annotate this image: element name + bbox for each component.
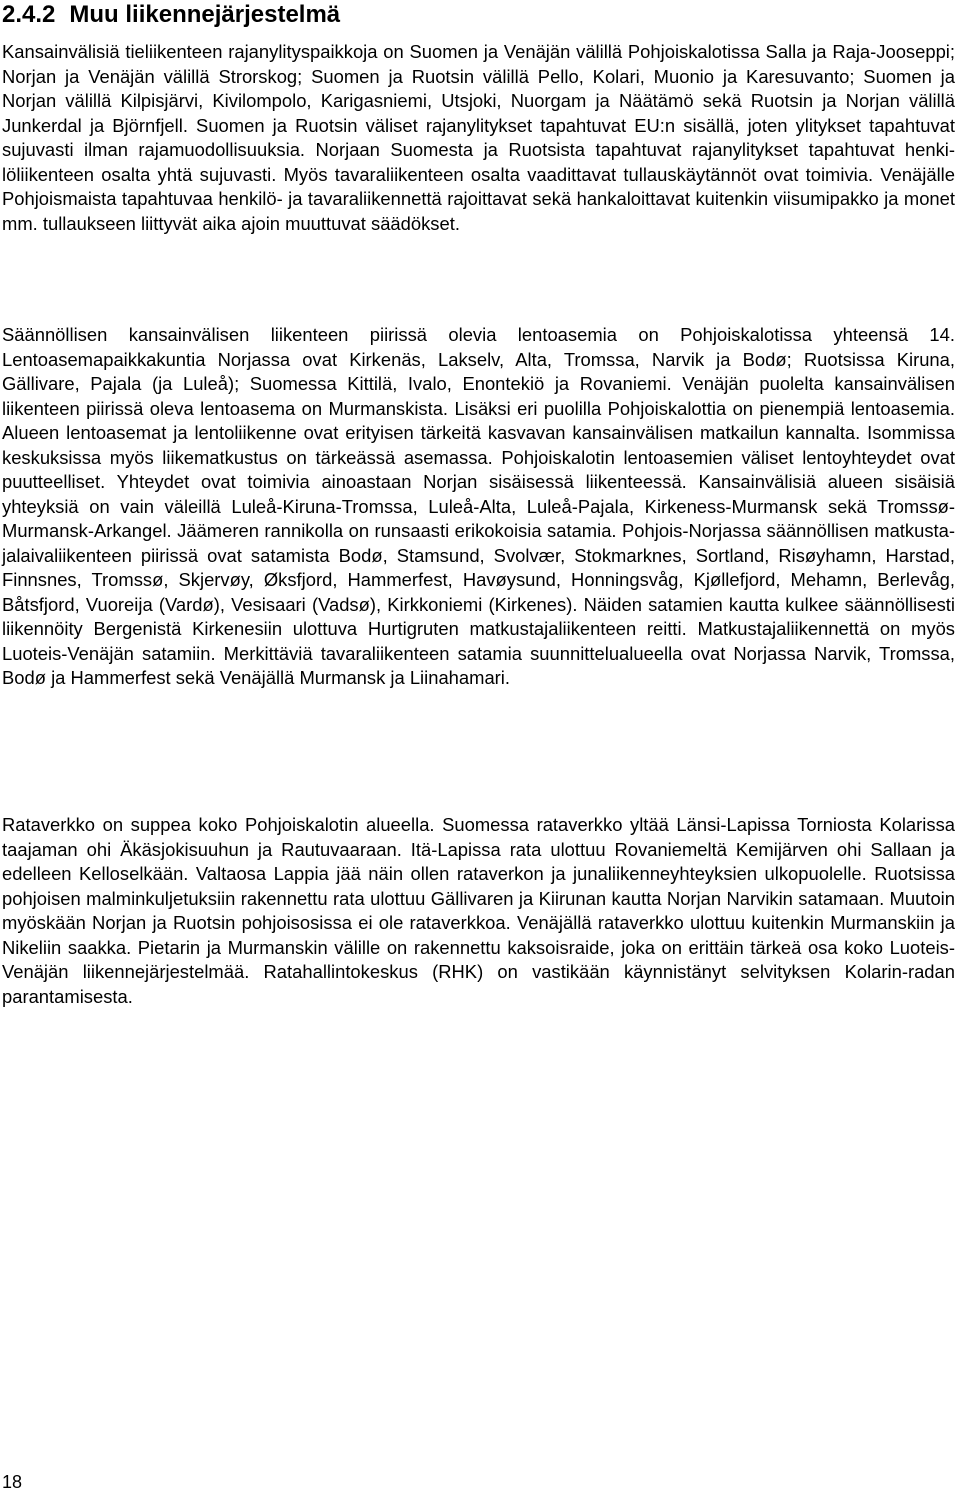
page-number: 18: [2, 1472, 23, 1492]
paragraph-airports-and-ports: Säännöllisen kansainvälisen liikenteen piirissä olevia lentoasemia on Pohjoiskalotissa yhteensä 14. Lentoasemapaikkakuntia Norjassa ovat Kirkenäs, Lakselv, Alta, Tromssa, Narvik ja Bodø; Ruotsissa Kiruna, Gällivare, Pajala (ja Luleå); Suomessa Kittilä, Ivalo, Enontekiö ja Rovaniemi. Venäjän puolelta kansainvälisen liikenteen piirissä oleva lentoasema on Murmanskista. Lisäksi eri puolilla Pohjoiskalottia on pienempiä lentoasemia. Alueen lentoasemat ja lentoliikenne ovat erityisen tärkeitä kasvavan kansainvälisen matkailun kannalta. Isommissa keskuksissa myös liikematkustus on tärkeässä asemassa. Pohjoiskalotin lentoasemien väliset lentoyhteydet ovat puutteelliset. Yhteydet ovat toimivia ainoastaan Norjan sisäisessä liikenteessä. Kansainvälisiä alueen sisäisiä yhteyksiä on vain väleillä Luleå-Kiruna-Tromssa, Luleå-Alta, Luleå-Pajala, Kirkeness-Murmansk sekä Tromssø-Murmansk-Arkangel. Jäämeren rannikolla on runsaasti erikokoisia satamia. Pohjois-Norjassa säännöllisen matkustajalaivaliikenteen piirissä ovat satamista Bodø, Stamsund, Svolvær, Stokmarknes, Sortland, Risøyhamn, Harstad, Finnsnes, Tromssø, Skjervøy, Øksfjord, Hammerfest, Havøysund, Honningsvåg, Kjøllefjord, Mehamn, Berlevåg, Båtsfjord, Vuoreija (Vardø), Vesisaari (Vadsø), Kirkkoniemi (Kirkenes). Näiden satamien kautta kulkee säännöllisesti liikennöity Bergenistä Kirkenesiin ulottuva Hurtigruten matkustajaliikenteen reitti. Matkustajaliikennettä on myös Luoteis-Venäjän satamiin. Merkittäviä tavaraliikenteen satamia suunnittelualueella ovat Norjassa Narvik, Tromssa, Bodø ja Hammerfest sekä Venäjällä Murmansk ja Liinahamari.: [2, 324, 955, 688]
section-heading: [2, 0, 340, 30]
paragraph-railway-network: Rataverkko on suppea koko Pohjoiskalotin alueella. Suomessa rataverkko yltää Länsi-Lapissa Torniosta Kolarissa taajaman ohi Äkäsjokisuuhun ja Rautuvaaraan. Itä-Lapissa rata ulottuu Rovaniemeltä Kemijärven ohi Sallaan ja edelleen Kelloselkään. Valtaosa Lappia jää näin ollen rataverkon ja junaliikenneyhteyksien ulkopuolelle. Ruotsissa pohjoisen malminkuljetuksiin rakennettu rata ulottuu Gällivaren ja Kiirunan kautta Norjan Narvikin satamaan. Muutoin myöskään Norjan ja Ruotsin pohjoisosissa ei ole rataverkkoa. Venäjällä rataverkko ulottuu kuitenkin Murmanskiin ja Nikeliin saakka. Pietarin ja Murmanskin välille on rakennettu kaksoisraide, joka on erittäin tärkeä osa koko Luoteis-Venäjän liikennejärjestelmää. Ratahallintokeskus (RHK) on vastikään käynnistänyt selvityksen Kolarin-radan parantamisesta.: [2, 814, 955, 1007]
section-title: Muu liikennejärjestelmä: [69, 1, 341, 28]
section-number: 2.4.2: [2, 1, 56, 28]
paragraph-border-crossings: Kansainvälisiä tieliikenteen rajanylityspaikkoja on Suomen ja Venäjän välillä Pohjoiskalotissa Salla ja Raja-Jooseppi; Norjan ja Venäjän välillä Strorskog; Suomen ja Ruotsin välillä Pello, Kolari, Muonio ja Karesuvanto; Suomen ja Norjan välillä Kilpisjärvi, Kivilompolo, Karigasniemi, Utsjoki, Nuorgam ja Näätämö sekä Ruotsin ja Norjan välillä Junkerdal ja Björnfjell. Suomen ja Ruotsin väliset rajanylitykset tapahtuvat EU:n sisällä, joten ylitykset tapahtuvat sujuvasti ilman rajamuodollisuuksia. Norjaan Suomesta ja Ruotsista tapahtuvat rajanylitykset tapahtuvat henkilöliikenteen osalta yhtä sujuvasti. Myös tavaraliikenteen osalta vaadittavat tullauskäytännöt ovat toimivia. Venäjälle Pohjoismaista tapahtuvaa henkilö- ja tavaraliikennettä rajoittavat sekä hankaloittavat kuitenkin viisumipakko ja monet mm. tullaukseen liittyvät aika ajoin muuttuvat säädökset.: [2, 41, 955, 234]
